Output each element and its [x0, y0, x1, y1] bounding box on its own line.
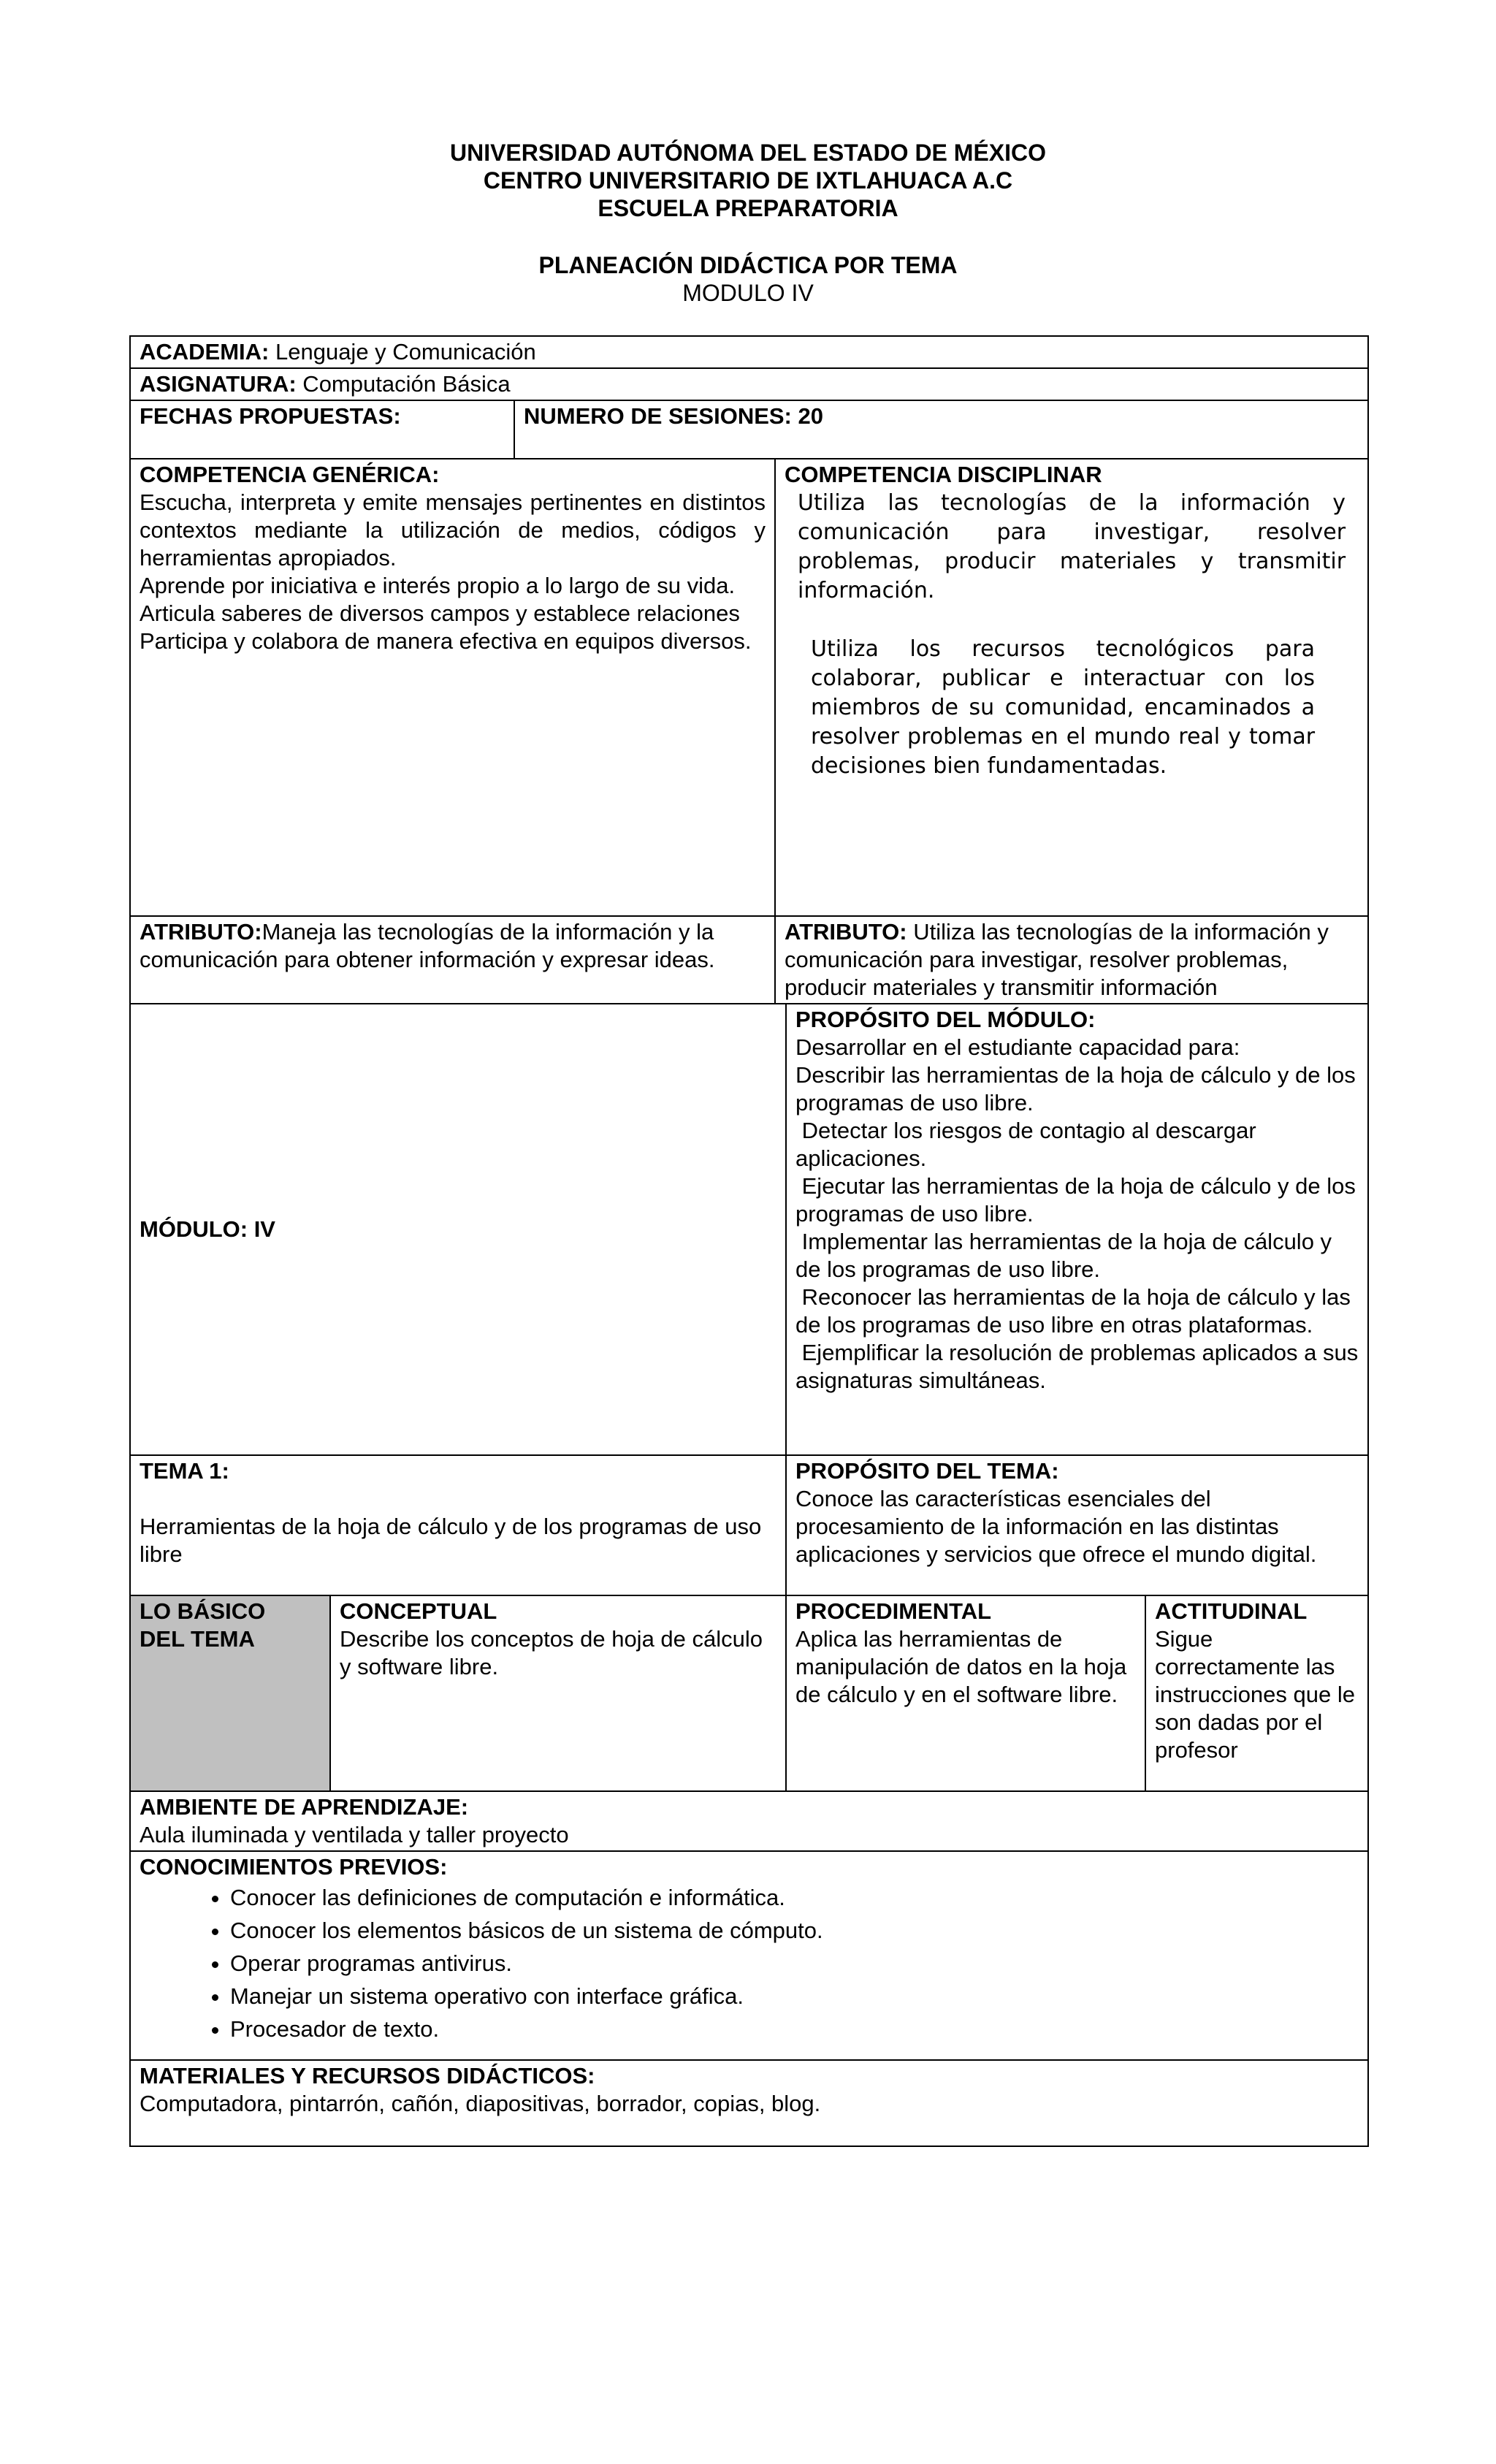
competencia-disciplinar-text-2: Utiliza los recursos tecnológicos para colaborar, publicar e interactuar con los miembros de su comunidad, encaminados a resolver problemas en el mundo real y tomar decisiones bien fundamentadas.: [811, 636, 1316, 779]
ambiente-value: Aula iluminada y ventilada y taller proyecto: [140, 1822, 569, 1847]
proposito-modulo-item: Describir las herramientas de la hoja de cálculo y de los programas de uso libre.: [795, 1062, 1356, 1115]
proposito-tema-cell: [786, 1455, 1368, 1595]
lo-basico-label: LO BÁSICO DEL TEMA: [140, 1598, 266, 1652]
conceptual-label: CONCEPTUAL: [340, 1598, 497, 1624]
modulo-label: MÓDULO: IV: [140, 1216, 275, 1242]
modulo-row: [130, 1004, 1368, 1455]
lo-basico-cell: [130, 1595, 330, 1791]
conceptual-cell: [330, 1595, 786, 1791]
competencia-disciplinar-label: COMPETENCIA DISCIPLINAR: [785, 462, 1102, 487]
academia-value: Lenguaje y Comunicación: [269, 339, 536, 365]
competencia-generica-item: Aprende por iniciativa e interés propio a lo largo de su vida.: [140, 573, 736, 598]
ambiente-row: [130, 1791, 1368, 1851]
conocimientos-list: [140, 1881, 1359, 2045]
conceptual-value: Describe los conceptos de hoja de cálculo y software libre.: [340, 1626, 763, 1679]
sesiones-label: NUMERO DE SESIONES: 20: [524, 403, 823, 429]
proposito-modulo-cell: [786, 1004, 1368, 1455]
materiales-row: [130, 2060, 1368, 2146]
atributo-right-label: ATRIBUTO:: [785, 919, 907, 945]
lo-basico-row: [130, 1595, 1368, 1791]
tema-row: [130, 1455, 1368, 1595]
academia-row: [130, 336, 1368, 368]
atributo-row: [130, 916, 1368, 1004]
list-item: • Conocer las definiciones de computación e informática.: [230, 1881, 1359, 1914]
academia-label: ACADEMIA:: [140, 339, 270, 365]
school-name: ESCUELA PREPARATORIA: [598, 195, 898, 221]
document-title: PLANEACIÓN DIDÁCTICA POR TEMA: [538, 252, 958, 278]
conocimientos-row: [130, 1851, 1368, 2060]
competencias-row: [130, 459, 1368, 916]
materiales-value: Computadora, pintarrón, cañón, diapositivas, borrador, copias, blog.: [140, 2091, 821, 2116]
asignatura-row: [130, 368, 1368, 400]
proposito-modulo-item: Ejecutar las herramientas de la hoja de cálculo y de los programas de uso libre.: [795, 1173, 1362, 1227]
list-item: • Conocer los elementos básicos de un sistema de cómputo.: [230, 1914, 1359, 1947]
planning-table: [129, 335, 1369, 2147]
atributo-left-value: Maneja las tecnologías de la información y la comunicación para obtener información y expresar ideas.: [140, 919, 715, 972]
campus-name: CENTRO UNIVERSITARIO DE IXTLAHUACA A.C: [483, 167, 1013, 194]
proposito-tema-label: PROPÓSITO DEL TEMA:: [795, 1458, 1059, 1484]
modulo-cell: [130, 1004, 786, 1455]
proposito-modulo-label: PROPÓSITO DEL MÓDULO:: [795, 1007, 1096, 1032]
proposito-tema-value: Conoce las características esenciales del procesamiento de la información en las distintas aplicaciones y servicios que ofrece el mundo digital.: [795, 1486, 1317, 1567]
proposito-modulo-item: Detectar los riesgos de contagio al descargar aplicaciones.: [795, 1118, 1263, 1171]
procedimental-cell: [786, 1595, 1145, 1791]
atributo-left-label: ATRIBUTO:: [140, 919, 262, 945]
fechas-label: FECHAS PROPUESTAS:: [140, 403, 401, 429]
actitudinal-label: ACTITUDINAL: [1155, 1598, 1308, 1624]
atributo-right-cell: [775, 916, 1368, 1004]
list-item: • Operar programas antivirus.: [230, 1947, 1359, 1980]
asignatura-label: ASIGNATURA:: [140, 371, 297, 397]
atributo-right-value: Utiliza las tecnologías de la información y comunicación para investigar, resolver problemas, producir materiales y transmitir información: [785, 919, 1329, 1000]
materiales-label: MATERIALES Y RECURSOS DIDÁCTICOS:: [140, 2063, 595, 2089]
competencia-generica-item: Articula saberes de diversos campos y establece relaciones: [140, 600, 740, 626]
competencia-disciplinar-cell: [775, 459, 1368, 916]
document-subtitle: MODULO IV: [682, 280, 814, 306]
tema-label: TEMA 1:: [140, 1458, 229, 1484]
list-item: • Manejar un sistema operativo con interface gráfica.: [230, 1980, 1359, 2013]
university-name: UNIVERSIDAD AUTÓNOMA DEL ESTADO DE MÉXICO: [449, 140, 1047, 166]
fechas-row: [130, 400, 1368, 459]
competencia-generica-cell: [130, 459, 775, 916]
proposito-modulo-item: Implementar las herramientas de la hoja de cálculo y de los programas de uso libre.: [795, 1229, 1338, 1282]
competencia-generica-item: Escucha, interpreta y emite mensajes pertinentes en distintos contextos mediante la utilización de medios, códigos y herramientas apropiados.: [140, 489, 766, 571]
competencia-disciplinar-text-1: Utiliza las tecnologías de la información y comunicación para investigar, resolver problemas, producir materiales y transmitir información.: [798, 490, 1346, 603]
atributo-left-cell: [130, 916, 775, 1004]
ambiente-label: AMBIENTE DE APRENDIZAJE:: [140, 1794, 469, 1820]
proposito-modulo-item: Reconocer las herramientas de la hoja de cálculo y las de los programas de uso libre en otras plataformas.: [795, 1284, 1357, 1338]
actitudinal-cell: [1145, 1595, 1368, 1791]
tema-cell: [130, 1455, 786, 1595]
competencia-generica-item: Participa y colabora de manera efectiva en equipos diversos.: [140, 628, 752, 654]
procedimental-value: Aplica las herramientas de manipulación de datos en la hoja de cálculo y en el software libre.: [795, 1626, 1127, 1707]
actitudinal-value: Sigue correctamente las instrucciones que le son dadas por el profesor: [1155, 1626, 1355, 1763]
tema-value: Herramientas de la hoja de cálculo y de los programas de uso libre: [140, 1514, 762, 1567]
competencia-generica-label: COMPETENCIA GENÉRICA:: [140, 462, 440, 487]
proposito-modulo-item: Ejemplificar la resolución de problemas aplicados a sus asignaturas simultáneas.: [795, 1340, 1365, 1393]
asignatura-value: Computación Básica: [296, 371, 511, 397]
procedimental-label: PROCEDIMENTAL: [795, 1598, 992, 1624]
conocimientos-label: CONOCIMIENTOS PREVIOS:: [140, 1854, 448, 1880]
list-item: • Procesador de texto.: [230, 2013, 1359, 2045]
proposito-modulo-item: Desarrollar en el estudiante capacidad para:: [795, 1034, 1240, 1060]
